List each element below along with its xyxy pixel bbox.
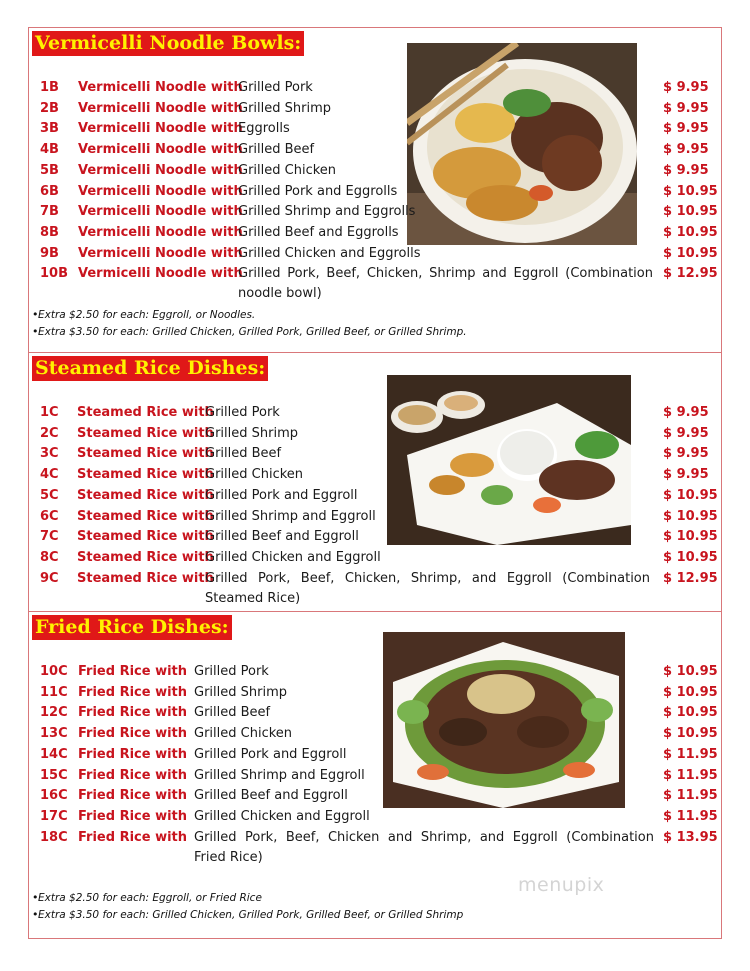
item-description: Grilled Pork and Eggroll [194,746,347,762]
item-price: $ 11.95 [663,746,718,762]
note: • Extra $3.50 for each: Grilled Chicken, Grilled Pork, Grilled Beef, or Grilled Shrimp [38,908,463,922]
menu-item [0,264,750,302]
section-title-fried-rice: Fried Rice Dishes: [32,615,232,640]
item-price: $ 9.95 [663,467,709,483]
item-price: $ 11.95 [663,767,718,783]
item-description: Grilled Beef and Eggroll [194,788,348,804]
menu-item [0,807,750,827]
section-title-vermicelli: Vermicelli Noodle Bowls: [32,31,304,56]
item-label: Fried Rice with [78,726,188,742]
item-label: Vermicelli Noodle with [78,183,243,199]
item-price: $ 10.95 [663,245,718,261]
item-description: Grilled Chicken [194,726,293,742]
item-code: 8C [40,549,59,565]
item-label: Fried Rice with [78,829,188,845]
menu-item [0,662,750,682]
item-price: $ 12.95 [663,570,718,586]
menu-item [0,244,750,264]
item-code: 10B [40,266,68,282]
item-label: Steamed Rice with [77,425,214,441]
item-price: $ 10.95 [663,664,718,679]
item-description: Grilled Chicken and Eggrolls [238,245,421,261]
menu-item [0,182,750,202]
item-code: 9B [40,245,59,261]
item-code: 5C [40,487,59,503]
item-price: $ 10.95 [663,549,718,565]
menu-item [0,223,750,243]
item-code: 10C [40,664,68,679]
item-code: 7B [40,204,59,220]
item-description: Grilled Chicken [205,467,304,483]
item-code: 4B [40,142,59,158]
item-description: Grilled Chicken and Eggroll [205,549,381,565]
item-label: Vermicelli Noodle with [78,224,243,240]
item-label: Vermicelli Noodle with [78,100,243,116]
item-code: 3C [40,446,59,462]
menu-item [0,548,750,568]
menu-item [0,507,750,527]
item-price: $ 12.95 [663,266,718,282]
menu-item [0,424,750,444]
note: • Extra $2.50 for each: Eggroll, or Noodles. [38,308,255,322]
watermark-logo: menupix [518,874,605,896]
note: • Extra $3.50 for each: Grilled Chicken, Grilled Pork, Grilled Beef, or Grilled Shrimp. [38,325,467,339]
item-description: Grilled Pork [238,80,313,95]
menu-item [0,78,750,98]
item-description: Grilled Beef [205,446,282,462]
menu-item [0,465,750,485]
item-price: $ 9.95 [663,121,709,137]
item-description: Grilled Chicken and Eggroll [194,808,370,824]
menu-item [0,828,750,865]
menu-item [0,569,750,606]
menu-item [0,703,750,723]
item-code: 4C [40,467,59,483]
item-label: Vermicelli Noodle with [78,266,243,282]
item-code: 8B [40,224,59,240]
item-code: 1C [40,405,59,420]
item-label: Vermicelli Noodle with [78,121,243,137]
item-code: 7C [40,529,59,545]
menu-item [0,161,750,181]
item-price: $ 10.95 [663,183,718,199]
item-description: Grilled Beef and Eggroll [205,529,359,545]
item-label: Steamed Rice with [77,446,214,462]
item-code: 17C [40,808,68,824]
item-label: Vermicelli Noodle with [78,245,243,261]
item-price: $ 10.95 [663,529,718,545]
menu-item [0,444,750,464]
item-code: 14C [40,746,68,762]
item-code: 15C [40,767,68,783]
item-description: Grilled Beef and Eggrolls [238,224,399,240]
item-description: Grilled Pork and Eggroll [205,487,358,503]
item-description: Grilled Shrimp [238,100,331,116]
item-description: Grilled Shrimp [205,425,298,441]
item-price: $ 11.95 [663,808,718,824]
item-price: $ 11.95 [663,788,718,804]
item-label: Fried Rice with [78,746,188,762]
item-description: Grilled Beef [238,142,315,158]
item-description: Grilled Chicken [238,162,337,178]
item-description: Grilled Pork [205,405,280,420]
menu-item [0,786,750,806]
item-code: 12C [40,705,68,721]
menu-item [0,745,750,765]
menu-item [0,683,750,703]
item-code: 1B [40,80,59,95]
item-price: $ 9.95 [663,446,709,462]
item-price: $ 9.95 [663,405,709,420]
item-code: 13C [40,726,68,742]
item-code: 2C [40,425,59,441]
item-label: Steamed Rice with [77,508,214,524]
menu-item [0,527,750,547]
item-label: Vermicelli Noodle with [78,162,243,178]
item-label: Vermicelli Noodle with [78,204,243,220]
menu-item [0,724,750,744]
item-price: $ 9.95 [663,142,709,158]
item-description: Grilled Shrimp and Eggroll [205,508,376,524]
item-code: 16C [40,788,68,804]
item-label: Fried Rice with [78,705,188,721]
item-code: 2B [40,100,59,116]
item-price: $ 10.95 [663,508,718,524]
item-label: Steamed Rice with [77,549,214,565]
item-code: 3B [40,121,59,137]
item-price: $ 13.95 [663,829,718,845]
item-price: $ 10.95 [663,726,718,742]
item-description: Grilled Beef [194,705,271,721]
item-code: 9C [40,570,59,586]
item-label: Fried Rice with [78,788,188,804]
item-description: Grilled Shrimp and Eggroll [194,767,365,783]
item-code: 18C [40,829,68,845]
menu-item [0,140,750,160]
menu-item [0,99,750,119]
item-code: 5B [40,162,59,178]
item-price: $ 9.95 [663,80,709,95]
item-label: Fried Rice with [78,767,188,783]
menu-item [0,202,750,222]
item-code: 6C [40,508,59,524]
item-description: Grilled Pork and Eggrolls [238,183,398,199]
item-label: Steamed Rice with [77,570,214,586]
item-price: $ 10.95 [663,487,718,503]
item-description: Grilled Pork, Beef, Chicken and Shrimp, and Eggroll (Combination Fried Rice) [194,829,654,865]
item-label: Fried Rice with [78,664,188,679]
section-title-steamed-rice: Steamed Rice Dishes: [32,356,268,381]
item-label: Steamed Rice with [77,487,214,503]
item-price: $ 9.95 [663,425,709,441]
item-price: $ 10.95 [663,204,718,220]
item-label: Vermicelli Noodle with [78,80,243,95]
item-label: Fried Rice with [78,808,188,824]
item-description: Grilled Shrimp [194,684,287,700]
item-description: Grilled Pork [194,664,269,679]
item-label: Fried Rice with [78,684,188,700]
menu-item [0,403,750,423]
item-price: $ 10.95 [663,705,718,721]
item-label: Vermicelli Noodle with [78,142,243,158]
menu-item [0,486,750,506]
menu-item [0,119,750,139]
item-description: Eggrolls [238,121,290,137]
item-label: Steamed Rice with [77,529,214,545]
item-code: 11C [40,684,68,700]
item-label: Steamed Rice with [77,467,214,483]
item-description: Grilled Pork, Beef, Chicken, Shrimp and Eggroll (Combination noodle bowl) [238,266,653,302]
item-price: $ 10.95 [663,224,718,240]
item-description: Grilled Shrimp and Eggrolls [238,204,416,220]
menu-item [0,766,750,786]
item-price: $ 9.95 [663,100,709,116]
item-label: Steamed Rice with [77,405,214,420]
item-description: Grilled Pork, Beef, Chicken, Shrimp, and Eggroll (Combination Steamed Rice) [205,570,650,606]
item-price: $ 9.95 [663,162,709,178]
item-code: 6B [40,183,59,199]
item-price: $ 10.95 [663,684,718,700]
note: • Extra $2.50 for each: Eggroll, or Fried Rice [38,891,262,905]
